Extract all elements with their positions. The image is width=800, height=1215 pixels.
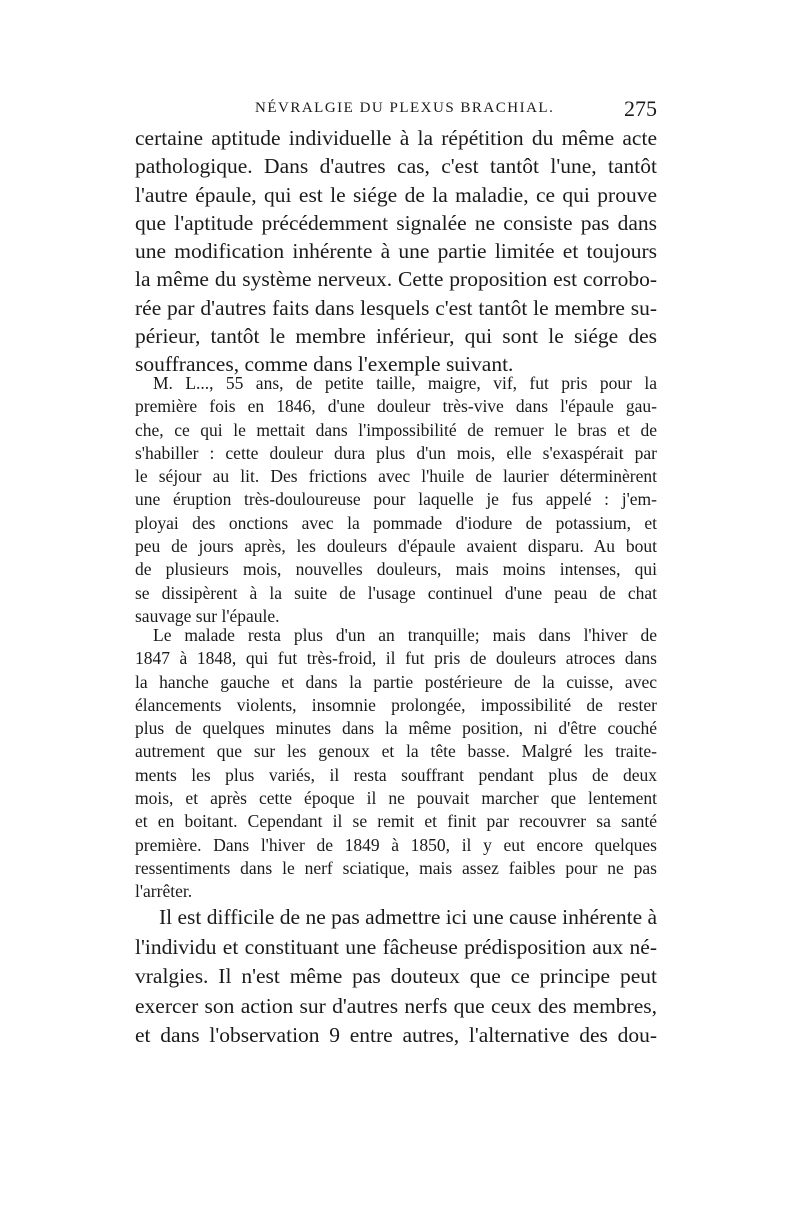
text-line: et dans l'observation 9 entre autres, l'alternative des dou- bbox=[135, 1023, 657, 1047]
text-line: une éruption très-douloureuse pour laquelle je fus appelé : j'em- bbox=[135, 489, 657, 510]
text-line: plus de quelques minutes dans la même position, ni d'être couché bbox=[135, 718, 657, 739]
text-line: sauvage sur l'épaule. bbox=[135, 605, 280, 626]
text-line: exercer son action sur d'autres nerfs que ceux des membres, bbox=[135, 993, 657, 1018]
text-line: ments les plus variés, il resta souffrant pendant plus de deux bbox=[135, 764, 657, 785]
text-line: la hanche gauche et dans la partie postérieure de la cuisse, avec bbox=[135, 671, 657, 692]
text-line: Le malade resta plus d'un an tranquille; mais dans l'hiver de bbox=[153, 625, 657, 645]
page-header bbox=[135, 96, 657, 126]
closing-paragraph bbox=[135, 903, 657, 1051]
text-line: périeur, tantôt le membre inférieur, qui sont le siége des bbox=[135, 324, 657, 349]
main-paragraph bbox=[135, 124, 657, 379]
text-line: que l'aptitude précédemment signalée ne consiste pas dans bbox=[135, 210, 657, 235]
text-line: l'autre épaule, qui est le siége de la maladie, ce qui prouve bbox=[135, 182, 657, 207]
text-line: première. Dans l'hiver de 1849 à 1850, il y eut encore quelques bbox=[135, 834, 657, 855]
text-line: l'individu et constituant une fâcheuse prédisposition aux né- bbox=[135, 934, 657, 959]
text-line: 1847 à 1848, qui fut très-froid, il fut pris de douleurs atroces dans bbox=[135, 648, 657, 669]
text-line: s'habiller : cette douleur dura plus d'un mois, elle s'exaspérait par bbox=[135, 442, 657, 463]
text-line: l'arrêter. bbox=[135, 881, 193, 902]
text-line: M. L..., 55 ans, de petite taille, maigre, vif, fut pris pour la bbox=[153, 373, 657, 393]
text-line: de plusieurs mois, nouvelles douleurs, mais moins intenses, qui bbox=[135, 559, 657, 580]
text-line: première fois en 1846, d'une douleur très-vive dans l'épaule gau- bbox=[135, 396, 657, 417]
text-line: la même du système nerveux. Cette proposition est corrobo- bbox=[135, 267, 657, 292]
text-line: le séjour au lit. Des frictions avec l'huile de laurier déterminèrent bbox=[135, 466, 657, 487]
text-line: vralgies. Il n'est même pas douteux que ce principe peut bbox=[135, 964, 657, 988]
text-line: une modification inhérente à une partie limitée et toujours bbox=[135, 239, 657, 264]
text-line: peu de jours après, les douleurs d'épaule avaient disparu. Au bout bbox=[135, 536, 657, 557]
text-line: mois, et après cette époque il ne pouvait marcher que lentement bbox=[135, 788, 657, 809]
text-line: rée par d'autres faits dans lesquels c'est tantôt le membre su- bbox=[135, 295, 657, 320]
text-line: se dissipèrent à la suite de l'usage continuel d'une peau de chat bbox=[135, 582, 657, 603]
text-line: pathologique. Dans d'autres cas, c'est tantôt l'une, tantôt bbox=[135, 154, 657, 179]
observation-paragraph-1 bbox=[135, 372, 657, 628]
page-number: 275 bbox=[624, 96, 657, 121]
text-line: certaine aptitude individuelle à la répétition du même acte bbox=[135, 126, 657, 150]
text-line: ployai des onctions avec la pommade d'iodure de potassium, et bbox=[135, 512, 657, 533]
text-line: et en boitant. Cependant il se remit et finit par recouvrer sa santé bbox=[135, 811, 657, 832]
observation-paragraph-2 bbox=[135, 624, 657, 904]
text-line: souffrances, comme dans l'exemple suivant. bbox=[135, 352, 514, 377]
text-line: ressentiments dans le nerf sciatique, mais assez faibles pour ne pas bbox=[135, 857, 657, 878]
running-title: NÉVRALGIE DU PLEXUS BRACHIAL. bbox=[255, 100, 555, 116]
text-line: autrement que sur les genoux et la tête basse. Malgré les traite- bbox=[135, 741, 657, 762]
text-line: che, ce qui le mettait dans l'impossibilité de remuer le bras et de bbox=[135, 419, 657, 440]
text-line: élancements violents, insomnie prolongée, impossibilité de rester bbox=[135, 694, 657, 715]
text-line: Il est difficile de ne pas admettre ici une cause inhérente à bbox=[159, 905, 658, 929]
